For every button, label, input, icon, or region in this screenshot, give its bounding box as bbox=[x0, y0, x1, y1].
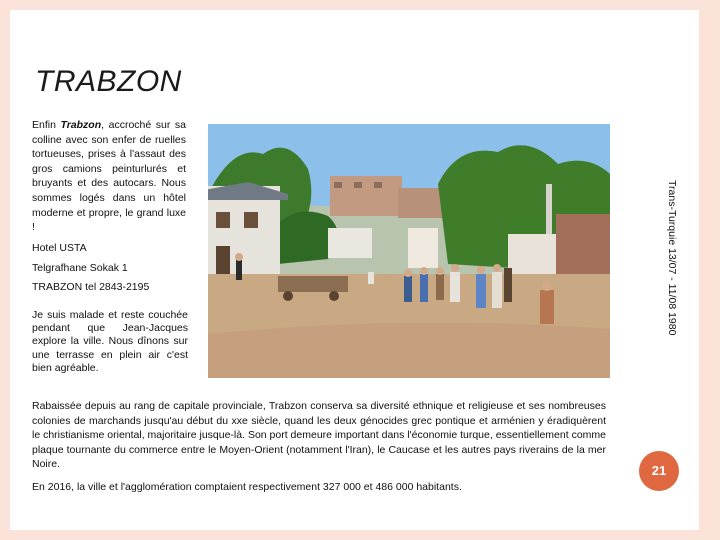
street-photo bbox=[208, 124, 610, 378]
hotel-name: Hotel USTA bbox=[32, 242, 87, 254]
intro-before: Enfin bbox=[32, 119, 61, 131]
page-title: TRABZON bbox=[35, 65, 182, 98]
page-number-badge: 21 bbox=[639, 451, 679, 491]
street-scene-image bbox=[208, 124, 610, 378]
hotel-street: Telgrafhane Sokak 1 bbox=[32, 262, 128, 274]
intro-city: Trabzon bbox=[60, 119, 102, 131]
population-paragraph: En 2016, la ville et l'agglomération comptaient respectivement 327 000 et 486 000 habitants. bbox=[32, 481, 462, 493]
intro-paragraph bbox=[32, 118, 186, 235]
hotel-phone: TRABZON tel 2843-2195 bbox=[32, 281, 150, 293]
history-paragraph: Rabaissée depuis au rang de capitale provinciale, Trabzon conserva sa diversité ethnique et religieuse et ses nombreuses colonies de marchands jusqu'au début du xxe siècle, quand les deux génocides grec pontique et arménien y éradiquèrent le christianisme oriental, majoritaire jusque-là. Son port demeure important dans l'économie turque, essentiellement comme plaque tournante du commerce entre le Moyen-Orient (notamment l'Iran), le Caucase et les autres pays riverains de la mer Noire. bbox=[32, 400, 606, 471]
illness-paragraph: Je suis malade et reste couchée pendant que Jean-Jacques explore la ville. Nous dînons sur une terrasse en plein air c'est bien agréable. bbox=[32, 309, 188, 374]
intro-after: , accroché sur sa colline avec son enfer de ruelles tortueuses, prises à l'assaut des gros camions peinturlurés et bruyants et des autocars. Nous sommes logés dans un hôtel moderne et propre, le grand luxe ! bbox=[32, 119, 186, 234]
photo-vertical-caption: Trans-Turquie 13/07 - 11/08 1980 bbox=[666, 180, 678, 336]
